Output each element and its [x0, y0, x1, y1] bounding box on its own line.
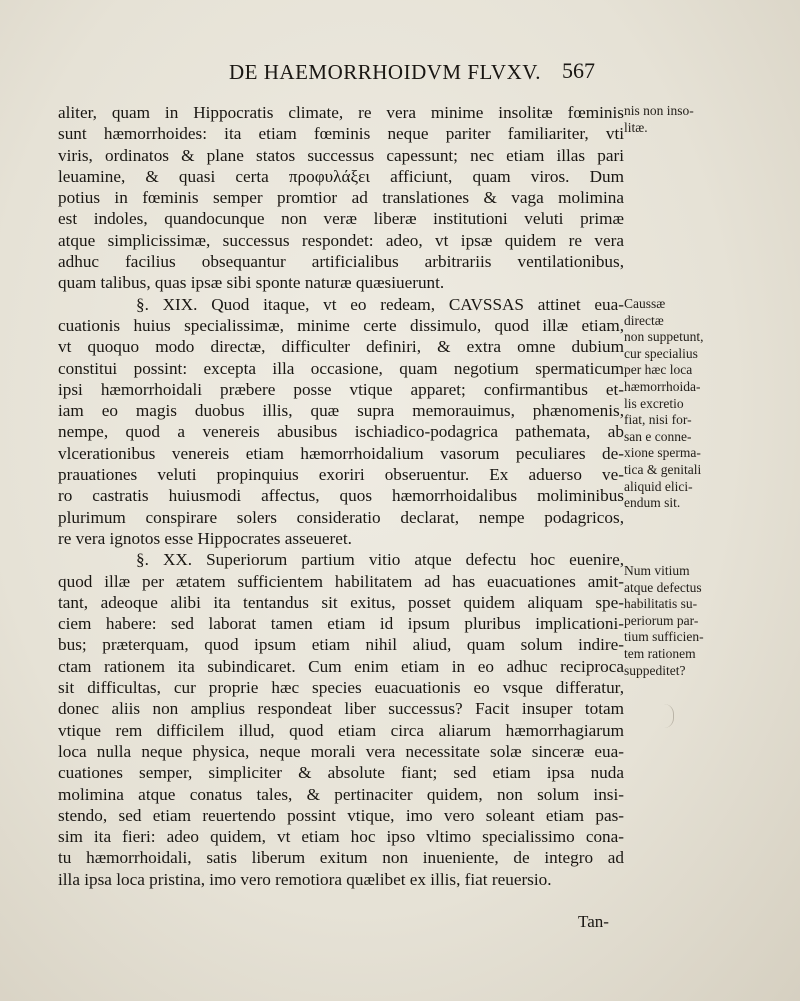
text-line: ciem habere: sed laborat tamen etiam id ipsum pluribus implicationi- [58, 614, 624, 634]
text-line: sit difficultas, cur proprie hæc species euacuationis eo vsque differatur, [58, 678, 624, 698]
margin-note-line: per hæc loca [624, 362, 693, 378]
margin-note-line: cur specialius [624, 345, 698, 361]
text-line: atque simplicissimæ, successus respondet: adeo, vt ipsæ quidem re vera [58, 230, 624, 250]
text-line: ipsi hæmorrhoidali præbere posse vtique apparet; confirmantibus et- [58, 379, 624, 399]
margin-note-line: san e conne- [624, 428, 692, 444]
text-line: leuamine, & quasi certa προφυλάξει afficiunt, quam viros. Dum [58, 166, 624, 186]
margin-note-line: fiat, nisi for- [624, 412, 692, 428]
margin-note-line: xione sperma- [624, 445, 701, 461]
text-line: §. XX. Superiorum partium vitio atque defectu hoc euenire, [136, 550, 624, 570]
margin-note-line: tium sufficien- [624, 629, 704, 645]
margin-bracket-mark [657, 704, 674, 728]
text-line: prauationes veluti propinquius exoriri obseruentur. Ex aduerso ve- [58, 465, 624, 485]
margin-note-line: aliquid elici- [624, 478, 693, 494]
page-number: 567 [562, 58, 595, 83]
text-line: illa ipsa loca pristina, imo vero remotiora quælibet ex illis, fiat reuersio. [58, 869, 552, 889]
text-line: stendo, sed etiam reuertendo possint vtique, imo vero soleant etiam pas- [58, 805, 624, 825]
margin-note-line: non suppetunt, [624, 329, 704, 345]
text-line: re vera ignotos esse Hippocrates asseueret. [58, 528, 352, 548]
text-line: tu hæmorrhoidali, satis liberum exitum non inueniente, de integro ad [58, 848, 624, 868]
margin-note-line: tica & genitali [624, 461, 702, 477]
catchword: Tan- [578, 912, 609, 931]
text-line: vlcerationibus venereis etiam hæmorrhoidalium vasorum peculiares de- [58, 443, 624, 463]
text-line: donec aliis non amplius respondeat liber successus? Facit insuper totam [58, 699, 624, 719]
text-line: ctam rationem ita subindicaret. Cum enim etiam in eo adhuc reciproca [58, 656, 624, 676]
margin-note-line: litæ. [624, 119, 648, 135]
text-line: aliter, quam in Hippocratis climate, re vera minime insolitæ fœminis [58, 103, 624, 122]
margin-note-line: habilitatis su- [624, 596, 698, 612]
text-line: plurimum conspirare solers consideratio declarat, nempe podagricos, [58, 507, 624, 527]
text-line: tant, adeoque alibi ita tentandus sit exitus, posset quidem aliquam spe- [58, 592, 624, 612]
margin-note-line: Num vitium [624, 563, 690, 578]
margin-note-3 [624, 563, 704, 679]
text-line: bus; præterquam, quod ipsum etiam nihil aliud, quam solum indire- [58, 635, 624, 655]
text-line: cuationis huius specialissimæ, minime certe dissimulo, quod illæ etiam, [58, 315, 624, 335]
margin-note-line: Caussæ directæ [624, 296, 666, 328]
margin-note-2 [624, 296, 704, 512]
text-line: molimina atque conatus tales, & pertinaciter quidem, non solum insi- [58, 784, 624, 804]
margin-note-line: tem rationem [624, 645, 696, 661]
margin-note-line: periorum par- [624, 612, 699, 628]
text-line: ro castratis huiusmodi affectus, quos hæmorrhoidalibus moliminibus [58, 486, 624, 506]
text-line: quam talibus, quas ipsæ sibi sponte naturæ quæsiuerunt. [58, 273, 445, 293]
text-line: nempe, quod a venereis abusibus ischiadico-podagrica pathemata, ab [58, 422, 624, 442]
margin-note-line: endum sit. [624, 495, 681, 511]
main-text-block [58, 102, 624, 890]
text-line: cuationes semper, simpliciter & absolute fiant; sed etiam ipsa nuda [58, 763, 624, 783]
text-line: adhuc facilius obsequantur artificialibus arbitrariis ventilationibus, [58, 252, 624, 272]
text-line: vtique rem difficilem illud, quod etiam circa aliarum hæmorrhagiarum [58, 720, 624, 740]
text-line: sunt hæmorrhoides: ita etiam fœminis neque pariter familiariter, vti [58, 124, 624, 144]
text-line: quod illæ per ætatem sufficientem habilitatem ad has euacuationes amit- [58, 571, 624, 591]
text-line: viris, ordinatos & plane statos successus capessunt; nec etiam illas pari [58, 145, 624, 165]
text-line: §. XIX. Quod itaque, vt eo redeam, CAVSSAS attinet eua- [136, 294, 624, 314]
margin-note-line: lis excretio [624, 395, 684, 411]
text-line: loca nulla neque physica, neque morali vera necessitate solæ sinceræ eua- [58, 741, 624, 761]
text-line: potius in fœminis semper promtior ad translationes & vaga molimina [58, 188, 624, 208]
running-title: DE HAEMORRHOIDVM FLVXV. [229, 60, 541, 84]
margin-note-line: atque defectus [624, 579, 702, 595]
margin-note-line: suppeditet? [624, 662, 686, 678]
text-line: vt quoquo modo directæ, difficulter definiri, & extra omne dubium [58, 337, 624, 357]
text-line: est indoles, quandocunque non veræ liberæ institutioni veluti primæ [58, 209, 624, 229]
text-line: sim ita fieri: adeo quidem, vt etiam hoc ipso vltimo specialissimo cona- [58, 827, 624, 847]
margin-note-1 [624, 103, 704, 136]
margin-note-line: nis non inso- [624, 103, 694, 118]
text-line: iam eo magis duobus illis, quæ supra memorauimus, phænomenis, [58, 401, 624, 421]
text-line: constitui possint: excepta illa occasione, quam negotium spermaticum [58, 358, 624, 378]
margin-note-line: hæmorrhoida- [624, 378, 701, 394]
